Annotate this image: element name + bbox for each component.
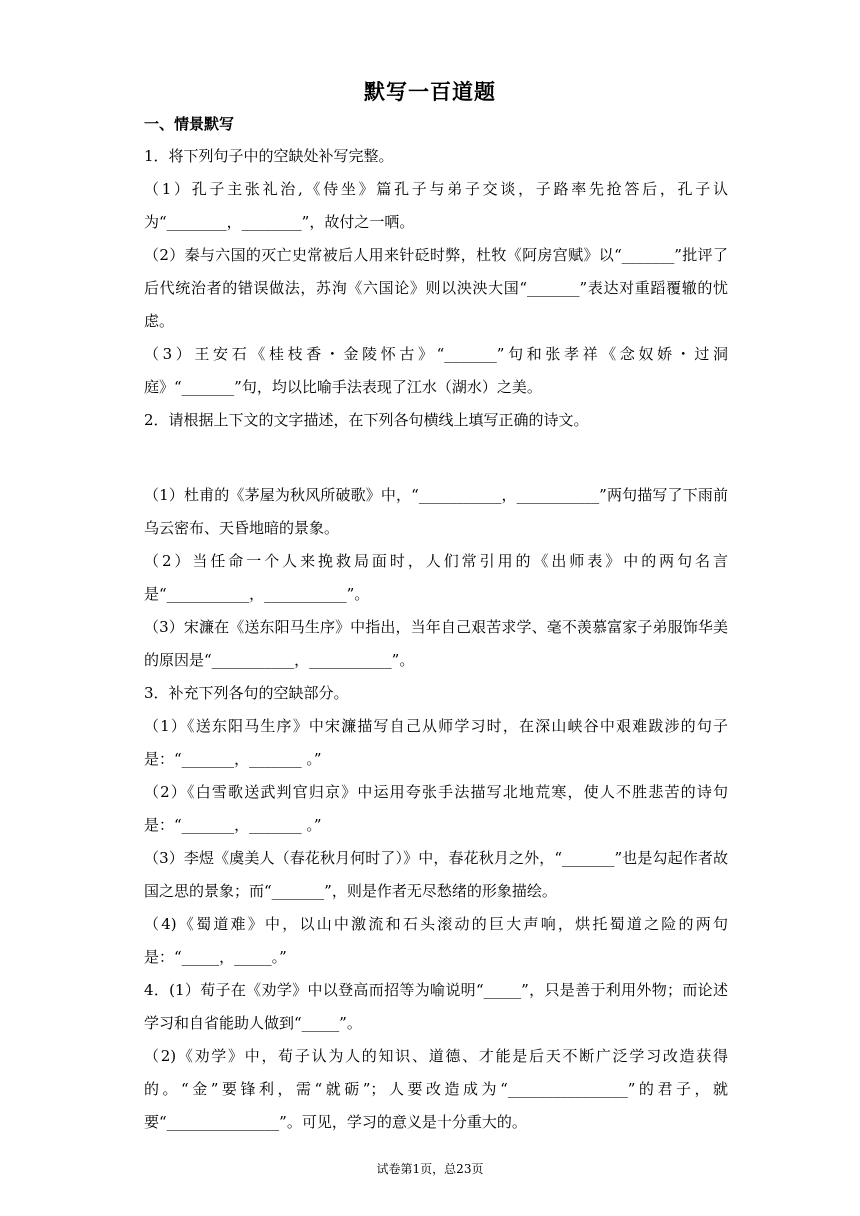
- section-heading: 一、情景默写: [144, 115, 235, 133]
- question-3-item-3: （3）李煜《虞美人（春花秋月何时了）》中，春花秋月之外，“_______”也是勾起作者故国之思的景象；而“_______”，则是作者无尽愁绪的形象描绘。: [144, 849, 728, 900]
- question-3-item-2: （2）《白雪歌送武判官归京》中运用夸张手法描写北地荒寒，使人不胜悲苦的诗句是：“_______，_______ 。”: [144, 783, 728, 834]
- question-2-item-3: （3）宋濂在《送东阳马生序》中指出，当年自己艰苦求学、毫不羡慕富家子弟服饰华美的原因是“___________，___________”。: [144, 618, 728, 669]
- page-title: 默写一百道题: [364, 79, 496, 104]
- question-4-item-2: （2)《劝学》中，荀子认为人的知识、道德、才能是后天不断广泛学习改造获得的。“金”要锋利，需“就砺”；人要改造成为“________________”的君子，就要“_______________”。可见，学习的意义是十分重大的。: [144, 1047, 728, 1131]
- question-3-stem: 3．补充下列各句的空缺部分。: [144, 684, 349, 702]
- question-2-item-1: （1）杜甫的《茅屋为秋风所破歌》中，“___________，___________”两句描写了下雨前乌云密布、天昏地暗的景象。: [144, 486, 728, 537]
- question-1-item-2: （2）秦与六国的灭亡史常被后人用来针砭时弊，杜牧《阿房宫赋》以“_______”批评了后代统治者的错误做法，苏洵《六国论》则以泱泱大国“_______”表达对重蹈覆辙的忧虑。: [144, 246, 728, 330]
- question-4-item-1: 4．(1）荀子在《劝学》中以登高而招等为喻说明“_____”，只是善于利用外物；而论述学习和自省能助人做到“_____”。: [144, 981, 728, 1032]
- question-1-item-1: （1）孔子主张礼治,《侍坐》篇孔子与弟子交谈，子路率先抢答后，孔子认为“________，________”，故付之一哂。: [144, 180, 728, 231]
- question-1-stem: 1．将下列句子中的空缺处补写完整。: [144, 147, 394, 165]
- question-2-stem: 2．请根据上下文的文字描述，在下列各句横线上填写正确的诗文。: [144, 411, 589, 429]
- question-1-item-3: （3）王安石《桂枝香・金陵怀古》“_______”句和张孝祥《念奴娇・过洞庭》“_______”句，均以比喻手法表现了江水（湖水）之美。: [144, 345, 728, 396]
- blank-spacer: [144, 437, 728, 479]
- page-footer: 试卷第1页，总23页: [376, 1162, 484, 1176]
- question-list: [144, 140, 728, 1139]
- question-3-item-4: （4)《蜀道难》中，以山中激流和石头滚动的巨大声响，烘托蜀道之险的两句是：“_____，_____。”: [144, 915, 728, 966]
- question-3-item-1: （1）《送东阳马生序》中宋濂描写自己从师学习时，在深山峡谷中艰难跋涉的句子是：“_______，_______ 。”: [144, 717, 728, 768]
- question-2-item-2: （2）当任命一个人来挽救局面时，人们常引用的《出师表》中的两句名言是“___________，___________”。: [144, 552, 728, 603]
